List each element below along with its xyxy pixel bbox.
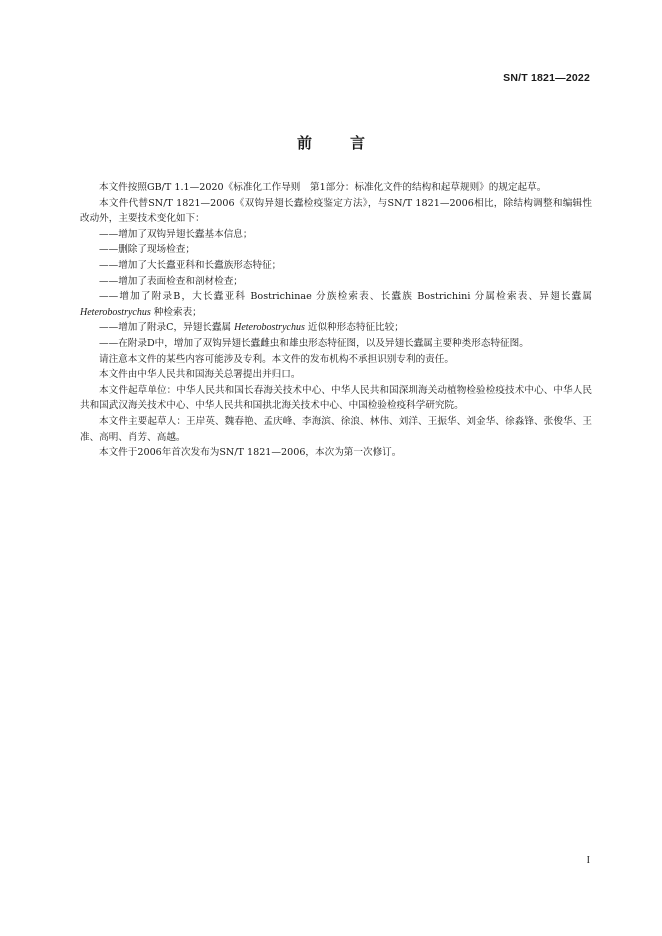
paragraph-replacement: 本文件代替SN/T 1821—2006《双钩异翅长蠹检疫鉴定方法》，与SN/T 1821—2006相比，除结构调整和编辑性改动外，主要技术变化如下： xyxy=(80,197,592,225)
paragraph-proposer: 本文件由中华人民共和国海关总署提出并归口。 xyxy=(99,369,301,381)
paragraph-drafting-basis: 本文件按照GB/T 1.1—2020《标准化工作导则 第1部分：标准化文件的结构和起草规则》的规定起草。 xyxy=(99,182,547,193)
change-item-appendix-d: ——在附录D中，增加了双钩异翅长蠹雌虫和雄虫形态特征图，以及异翅长蠹属主要种类形态特征图。 xyxy=(99,337,529,349)
foreword-body xyxy=(80,180,592,461)
appendix-c-text-end: 近似种形态特征比较； xyxy=(304,322,404,334)
appendix-b-text-start: ——增加了附录B，大长蠹亚科 Bostrichinae 分族检索表、长蠹族 Bostrichini 分属检索表、异翅长蠹属 xyxy=(99,291,592,303)
appendix-c-text-start: ——增加了附录C，异翅长蠹属 xyxy=(99,322,235,334)
paragraph-drafters: 本文件主要起草人：王岸英、魏春艳、孟庆峰、李海滨、徐浪、林伟、刘洋、王振华、刘金华、徐淼锋、张俊华、王准、高明、肖芳、高越。 xyxy=(80,415,592,443)
genus-name-italic: Heterobostrychus xyxy=(234,322,305,334)
change-item-basic-info: ——增加了双钩异翅长蠹基本信息； xyxy=(99,228,253,240)
change-item-field-inspection: ——删除了现场检查； xyxy=(99,244,195,256)
appendix-b-text-end: 种检索表； xyxy=(150,306,202,318)
change-item-appendix-c xyxy=(80,320,592,336)
paragraph-drafting-units: 本文件起草单位：中华人民共和国长春海关技术中心、中华人民共和国深圳海关动植物检验检疫技术中心、中华人民共和国武汉海关技术中心、中华人民共和国拱北海关技术中心、中国检验检疫科学研究院。 xyxy=(80,384,592,412)
change-item-appendix-b xyxy=(80,289,592,320)
change-item-surface-inspection: ——增加了表面检查和剖材检查； xyxy=(99,275,243,287)
page-number: I xyxy=(586,855,590,866)
genus-name-italic: Heterobostrychus xyxy=(80,306,151,318)
page-title: 前言 xyxy=(296,134,403,152)
standard-code: SN/T 1821—2022 xyxy=(503,72,590,84)
paragraph-patent-notice: 请注意本文件的某些内容可能涉及专利。本文件的发布机构不承担识别专利的责任。 xyxy=(99,353,454,365)
change-item-morphology: ——增加了大长蠹亚科和长蠹族形态特征； xyxy=(99,259,282,271)
paragraph-history: 本文件于2006年首次发布为SN/T 1821—2006，本次为第一次修订。 xyxy=(99,447,402,459)
